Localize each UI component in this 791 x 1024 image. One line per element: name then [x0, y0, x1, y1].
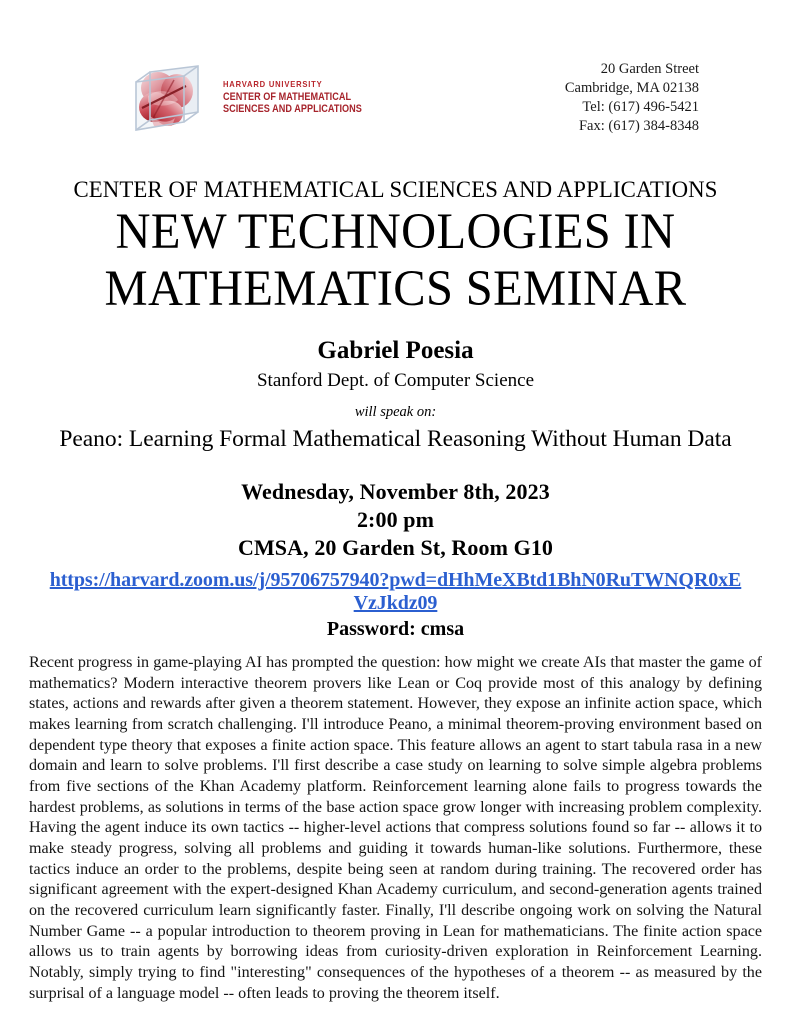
speaker-affiliation: Stanford Dept. of Computer Science	[256, 370, 534, 391]
seminar-title-line-1: NEW TECHNOLOGIES IN	[115, 204, 676, 260]
speaker-name: Gabriel Poesia	[317, 337, 474, 364]
contact-address	[565, 60, 699, 135]
wordmark-harvard-university: HARVARD UNIVERSITY	[223, 80, 323, 90]
page-title	[20, 204, 771, 317]
zoom-url-line-1: https://harvard.zoom.us/j/95706757940?pwd=dHhMeXBtd1BhN0Ru	[49, 569, 631, 591]
event-details	[0, 478, 791, 562]
event-date: Wednesday, November 8th, 2023	[241, 479, 550, 504]
event-location: CMSA, 20 Garden St, Room G10	[237, 535, 554, 561]
wordmark-line-1: CENTER OF MATHEMATICAL	[223, 90, 352, 103]
zoom-password: Password: cmsa	[326, 617, 465, 640]
cmsa-cube-logo-icon	[128, 58, 214, 138]
zoom-join-block	[0, 569, 791, 641]
seminar-title-line-2: MATHEMATICS SEMINAR	[104, 260, 687, 317]
event-time: 2:00 pm	[356, 507, 435, 533]
wordmark-line-2: SCIENCES AND APPLICATIONS	[223, 102, 362, 115]
cmsa-logo	[128, 58, 397, 138]
abstract-text: Recent progress in game-playing AI has prompted the question: how might we create AIs that master the game of mathematics? Modern interactive theorem provers like Lean or Coq provide most of this analogy by defining states, actions and rewards after given a theorem statement. However, they expose an infinite action space, which makes learning from scratch challenging. I'll introduce Peano, a minimal theorem-proving environment based on dependent type theory that exposes a finite action space. This feature allows an agent to start tabula rasa in a new domain and learn to solve problems. I'll first describe a case study on learning to solve simple algebra problems from five sections of the Khan Academy platform. Reinforcement learning alone fails to progress towards the hardest problems, as solutions in terms of the base action space grow longer with increasing problem complexity. Having the agent induce its own tactics -- higher-level actions that compress solutions found so far -- allows it to make steady progress, solving all problems and guiding it towards human-like solutions. Furthermore, these tactics induce an order to the problems, despite being seen at random during training. The recovered order has significant agreement with the expert-designed Khan Academy curriculum, and second-generation agents trained on the recovered curriculum learn significantly faster. Finally, I'll describe ongoing work on solving the Natural Number Game -- a popular introduction to theorem proving in Lean for mathematicians. The finite action space allows us to train agents by borrowing ideas from curiosity-driven exploration in Reinforcement Learning. Notably, simply trying to find "interesting" consequences of the hypotheses of a theorem -- as measured by the surprisal of a language model -- often leads to proving the theorem itself.	[29, 654, 762, 1002]
cmsa-wordmark	[223, 81, 397, 115]
talk-title: Peano: Learning Formal Mathematical Reasoning Without Human Data	[59, 426, 732, 452]
address-street: 20 Garden Street	[600, 61, 699, 77]
address-city-state-zip: Cambridge, MA 02138	[564, 79, 699, 96]
will-speak-on-label: will speak on:	[354, 404, 437, 420]
zoom-meeting-link[interactable]	[0, 569, 791, 616]
address-fax: Fax: (617) 384-8348	[578, 117, 699, 134]
address-telephone: Tel: (617) 496-5421	[582, 98, 699, 115]
zoom-url-line-2: TWNQR0xEVzJkdz09	[353, 569, 742, 615]
center-name-heading: CENTER OF MATHEMATICAL SCIENCES AND APPLICATIONS	[73, 177, 718, 203]
letterhead	[0, 54, 791, 150]
